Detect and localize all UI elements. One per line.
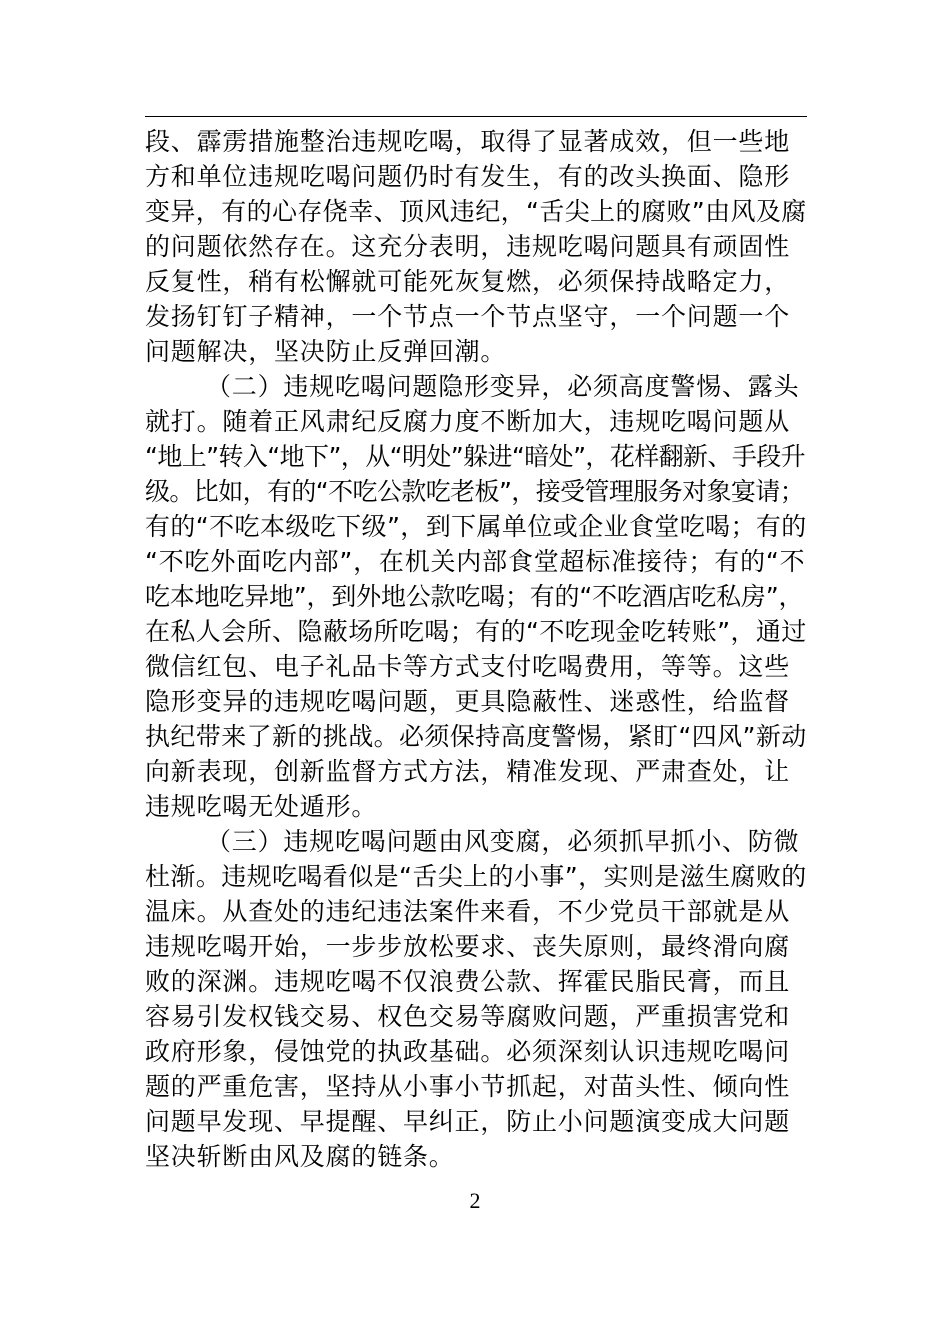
section-heading-3: （三）违规吃喝问题由风变腐，必须抓早抓小、防微 xyxy=(206,827,800,856)
text-line: 隐形变异的违规吃喝问题，更具隐蔽性、迷惑性，给监督 xyxy=(145,687,791,716)
text-line: 有的“不吃本级吃下级”，到下属单位或企业食堂吃喝；有的 xyxy=(145,512,807,541)
text-line: 在私人会所、隐蔽场所吃喝；有的“不吃现金吃转账”，通过 xyxy=(145,617,807,646)
text-line: 容易引发权钱交易、权色交易等腐败问题，严重损害党和 xyxy=(145,1002,791,1031)
text-line: 违规吃喝开始，一步步放松要求、丧失原则，最终滑向腐 xyxy=(145,932,791,961)
text-line: 就打。随着正风肃纪反腐力度不断加大，违规吃喝问题从 xyxy=(145,407,791,436)
text-line: 吃本地吃异地”，到外地公款吃喝；有的“不吃酒店吃私房”， xyxy=(145,582,804,611)
text-line: 坚决斩断由风及腐的链条。 xyxy=(145,1142,455,1171)
page-number: 2 xyxy=(469,1188,481,1213)
text-line: 问题解决，坚决防止反弹回潮。 xyxy=(145,337,507,366)
text-line: 温床。从查处的违纪违法案件来看，不少党员干部就是从 xyxy=(145,897,791,926)
text-line: 执纪带来了新的挑战。必须保持高度警惕，紧盯“四风”新动 xyxy=(145,722,807,751)
text-line: 杜渐。违规吃喝看似是“舌尖上的小事”，实则是滋生腐败的 xyxy=(145,862,807,891)
text-line: 政府形象，侵蚀党的执政基础。必须深刻认识违规吃喝问 xyxy=(145,1037,791,1066)
text-line: “地上”转入“地下”，从“明处”躲进“暗处”，花样翻新、手段升 xyxy=(145,442,806,471)
text-line: 方和单位违规吃喝问题仍时有发生，有的改头换面、隐形 xyxy=(145,162,791,191)
text-line: 变异，有的心存侥幸、顶风违纪，“舌尖上的腐败”由风及腐 xyxy=(145,197,807,226)
text-line: 反复性，稍有松懈就可能死灰复燃，必须保持战略定力， xyxy=(145,267,791,296)
text-line: 问题早发现、早提醒、早纠正，防止小问题演变成大问题 xyxy=(145,1107,791,1136)
text-line: 段、霹雳措施整治违规吃喝，取得了显著成效，但一些地 xyxy=(145,127,791,156)
text-line: “不吃外面吃内部”，在机关内部食堂超标准接待；有的“不 xyxy=(145,547,806,576)
text-line: 败的深渊。违规吃喝不仅浪费公款、挥霍民脂民膏，而且 xyxy=(145,967,791,996)
text-line: 向新表现，创新监督方式方法，精准发现、严肃查处，让 xyxy=(145,757,791,786)
text-line: 微信红包、电子礼品卡等方式支付吃喝费用，等等。这些 xyxy=(145,652,791,681)
text-line: 发扬钉钉子精神，一个节点一个节点坚守，一个问题一个 xyxy=(145,302,791,331)
header-rule xyxy=(145,116,807,117)
text-line: 级。比如，有的“不吃公款吃老板”，接受管理服务对象宴请； xyxy=(145,477,805,506)
text-line: 违规吃喝无处遁形。 xyxy=(145,792,378,821)
text-line: 的问题依然存在。这充分表明，违规吃喝问题具有顽固性 xyxy=(145,232,791,261)
section-heading-2: （二）违规吃喝问题隐形变异，必须高度警惕、露头 xyxy=(206,372,800,401)
text-line: 题的严重危害，坚持从小事小节抓起，对苗头性、倾向性 xyxy=(145,1072,791,1101)
